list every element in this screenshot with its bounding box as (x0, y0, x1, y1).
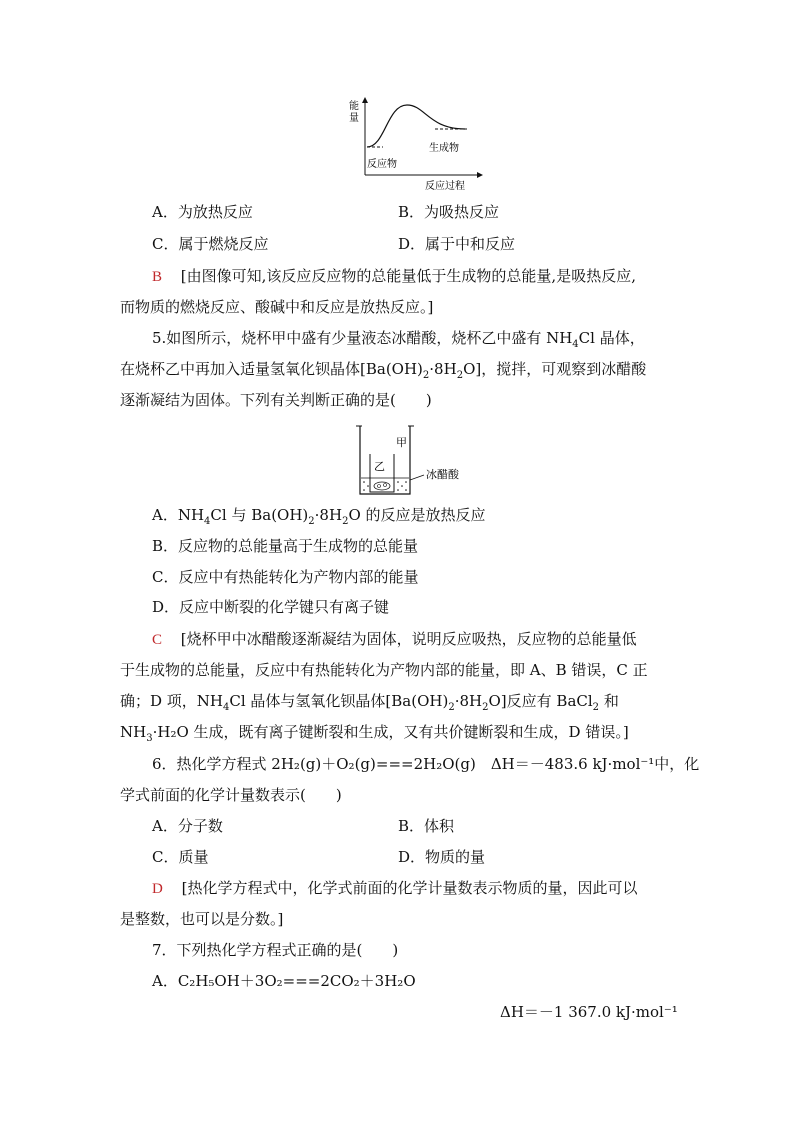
q4-option-d: D．属于中和反应 (398, 235, 516, 253)
q4-option-c: C．属于燃烧反应 (152, 235, 269, 253)
q6-answer-line (152, 878, 637, 899)
q5-stem-2: 在烧杯乙中再加入适量氢氧化钡晶体$[Ba(OH)_2\cdot 8H_2O]$，搅拌，可观察到冰醋酸 (120, 360, 647, 381)
q5-stem-3: 逐渐凝结为固体。下列有关判断正确的是( ) (120, 391, 432, 409)
q6-explanation-2: 是整数，也可以是分数。] (120, 910, 284, 928)
q5-option-c: C．反应中有热能转化为产物内部的能量 (152, 568, 419, 586)
q5-stem-1: 5.如图所示，烧杯甲中盛有少量液态冰醋酸，烧杯乙中盛有 $NH_4Cl$ 晶体， (152, 329, 645, 350)
energy-axis-label-bottom: 量 (349, 113, 359, 124)
q6-stem-2: 学式前面的化学计量数表示( ) (120, 786, 342, 804)
energy-axis-label-top: 能 (349, 101, 359, 112)
q4-explanation-2: 而物质的燃烧反应、酸碱中和反应是放热反应。] (120, 298, 434, 316)
q5-answer-line (152, 629, 637, 650)
beaker-inner-label: 乙 (374, 460, 385, 473)
q4-option-a: A．为放热反应 (152, 203, 253, 221)
glacial-acetic-acid-label: 冰醋酸 (426, 468, 459, 481)
q5-explanation-2: 于生成物的总能量，反应中有热能转化为产物内部的能量，即 A、B 错误，C 正 (120, 661, 648, 679)
q7-option-a-enthalpy: ΔH＝－1 367.0 kJ·mol⁻¹ (500, 1003, 678, 1021)
q5-explanation-3: 确；D 项，$NH_4Cl$ 晶体与氢氧化钡晶体$[Ba(OH)_2\cdot 8H_2O]$反应有 BaCl$_2$ 和 (120, 692, 619, 713)
beaker-outer-label: 甲 (396, 436, 407, 449)
reactant-label: 反应物 (367, 159, 397, 170)
q6-option-d: D．物质的量 (398, 848, 486, 866)
q5-option-a: A．$NH_4Cl$ 与 $Ba(OH)_2\cdot 8H_2O$ 的反应是放热反应 (152, 506, 486, 527)
q6-stem-1: 6．热化学方程式 2H₂(g)＋O₂(g)===2H₂O(g) ΔH＝－483.6 kJ·mol⁻¹中，化 (152, 755, 700, 773)
q7-stem: 7．下列热化学方程式正确的是( ) (152, 941, 399, 959)
reaction-process-label: 反应过程 (425, 181, 465, 192)
product-label: 生成物 (429, 143, 459, 154)
q6-explanation-1: [热化学方程式中，化学式前面的化学计量数表示物质的量，因此可以 (181, 879, 638, 897)
beaker-diagram (354, 422, 474, 500)
q4-answer-line (152, 266, 636, 287)
q4-option-b: B．为吸热反应 (398, 203, 500, 221)
q5-option-b: B．反应物的总能量高于生成物的总能量 (152, 537, 419, 555)
q5-explanation-4: $NH_3\cdot H_2O$ 生成，既有离子键断裂和生成，又有共价键断裂和生成，D 错误。] (120, 723, 629, 744)
q5-option-d: D．反应中断裂的化学键只有离子键 (152, 598, 390, 616)
q6-option-a: A．分子数 (152, 817, 223, 835)
q5-answer-letter: C (152, 632, 163, 648)
energy-diagram (345, 95, 485, 195)
q7-option-a: A．C₂H₅OH＋3O₂===2CO₂＋3H₂O (152, 972, 416, 990)
q4-answer-letter: B (152, 269, 163, 285)
q6-option-b: B．体积 (398, 817, 455, 835)
q5-explanation-1: [烧杯甲中冰醋酸逐渐凝结为固体，说明反应吸热，反应物的总能量低 (180, 630, 637, 648)
q6-answer-letter: D (152, 881, 163, 897)
q4-explanation-1: [由图像可知,该反应反应物的总能量低于生成物的总能量,是吸热反应, (180, 267, 636, 285)
q6-option-c: C．质量 (152, 848, 209, 866)
